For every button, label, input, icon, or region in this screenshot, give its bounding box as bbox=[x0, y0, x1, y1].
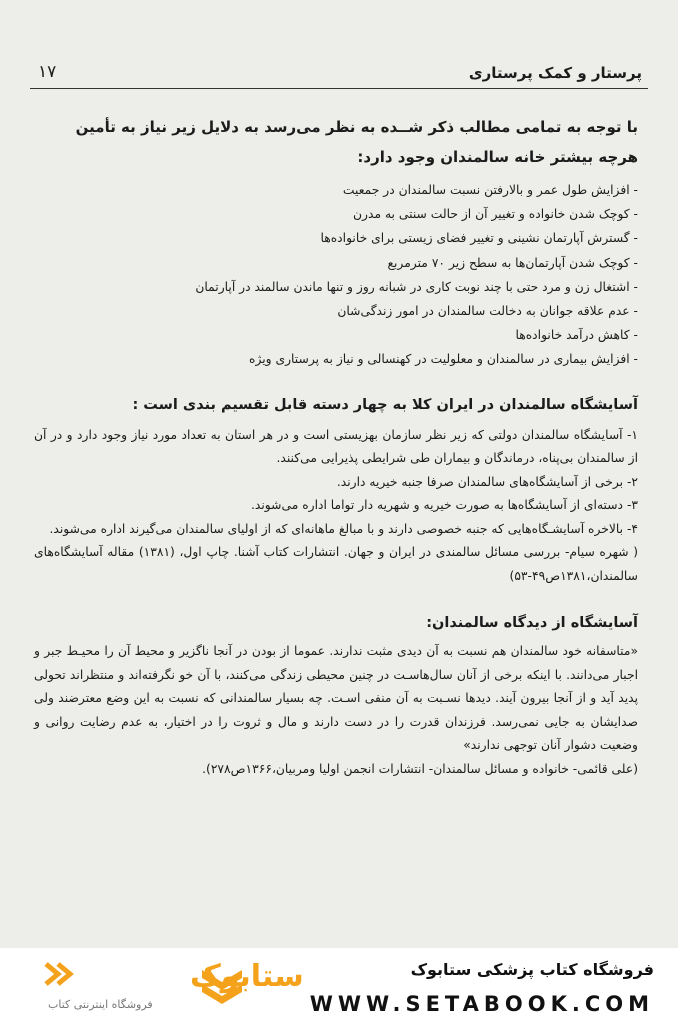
list-item: - کاهش درآمد خانواده‌ها bbox=[515, 328, 638, 343]
list-item: ۴- بالاخره آسایشـگاه‌هایی که جنبه خصوصی دارند و با مبالغ ماهانه‌ای که از اولیای سالمندان می‌گیرند اداره می‌شوند. bbox=[49, 521, 638, 536]
nursing-home-types-section bbox=[34, 390, 638, 589]
page-number: ۱۷ bbox=[38, 62, 57, 82]
list-item: ۳- دسته‌ای از آسایشگاه‌ها به صورت خیریه و شهریه دار تواما اداره می‌شوند. bbox=[251, 498, 638, 513]
list-item: - افزایش طول عمر و بالارفتن نسبت سالمندان در جمعیت bbox=[342, 183, 638, 197]
list-item: - افزایش بیماری در سالمندان و معلولیت در کهنسالی و نیاز به پرستاری ویژه bbox=[249, 352, 638, 367]
store-banner bbox=[0, 948, 678, 1024]
page-header bbox=[30, 58, 648, 89]
list-item: - عدم علاقه جوانان به دخالت سالمندان در امور زندگی‌شان bbox=[337, 304, 638, 319]
intro-heading: با توجه به تمامی مطالب ذکر شــده به نظر می‌رسد به دلایل زیر نیاز به تأمین هرچه بیشتر خانه سالمندان وجود دارد: bbox=[75, 118, 638, 166]
list-item: - گسترش آپارتمان نشینی و تغییر فضای زیستی برای خانواده‌ها bbox=[320, 231, 638, 246]
logo-text: ستابوک bbox=[190, 959, 304, 994]
reference-citation: ( شهره سیام- بررسی مسائل سالمندی در ایران و جهان. انتشارات کتاب آشنا. چاپ اول، (۱۳۸۱) مقاله آسایشگاه‌های سالمندان،۱۳۸۱ص۴۹-۵۳) bbox=[34, 545, 638, 583]
page-content bbox=[34, 112, 638, 781]
store-url[interactable]: WWW.SETABOOK.COM bbox=[309, 992, 654, 1016]
list-item: - کوچک شدن خانواده و تغییر آن از حالت سنتی به مدرن bbox=[353, 207, 638, 222]
logo-tagline: فروشگاه اینترنتی کتاب bbox=[48, 998, 153, 1011]
list-item: - کوچک شدن آپارتمان‌ها به سطح زیر ۷۰ مترمربع bbox=[387, 255, 638, 270]
list-item: - اشتغال زن و مرد حتی با چند نوبت کاری در شبانه روز و تنها ماندن سالمند در آپارتمان bbox=[195, 279, 638, 294]
reasons-list bbox=[34, 178, 638, 372]
store-logo bbox=[40, 956, 304, 994]
store-name: فروشگاه کتاب پزشکی ستابوک bbox=[410, 960, 654, 979]
section-heading: آسایشگاه از دیدگاه سالمندان: bbox=[426, 615, 638, 632]
elderly-viewpoint-section bbox=[34, 608, 638, 781]
body-paragraph: «متاسفانه خود سالمندان هم نسبت به آن دیدی مثبت ندارند. عموما از بودن در آنجا ناگزیر و محیط آن را محیـط جبر و اجبار می‌دانند. با اینکه برخی از آنان سال‌هاسـت در چنین محیطی زندگی می‌کنند، با آن خو نگرفته‌اند و منتظراند تحولی پدید آید و از آنجا بیرون آیند. دیدها نسـبت به آن منفی اسـت. چه بسیار سالمندانی که نسبت به این وضع معترضند ولی صدایشان به جایی نمی‌رسد. فرزندان قدرت را در دست دارند و مال و ثروت را در اختیار، به عدم رضایت روانی و وضعیت دشوار آنان توجهی ندارند» bbox=[34, 644, 638, 753]
list-item: ۲- برخی از آسایشگاه‌های سالمندان صرفا جنبه خیریه دارند. bbox=[336, 474, 638, 489]
section-heading: آسایشگاه سالمندان در ایران کلا به چهار دسته قابل تقسیم بندی است : bbox=[132, 396, 638, 413]
list-item: ۱- آسایشگاه سالمندان دولتی که زیر نظر سازمان بهزیستی است و در هر استان به تعداد مورد نیاز وجود دارد و در آن از سالمندان بی‌پناه، درماندگان و بیماران طی شرایطی پذیرایی می‌کنند. bbox=[34, 427, 638, 466]
book-title: پرستار و کمک پرستاری bbox=[468, 64, 642, 82]
reference-citation: (علی قائمی- خانواده و مسائل سالمندان- انتشارات انجمن اولیا ومربیان،۱۳۶۶ص۲۷۸). bbox=[202, 761, 638, 776]
